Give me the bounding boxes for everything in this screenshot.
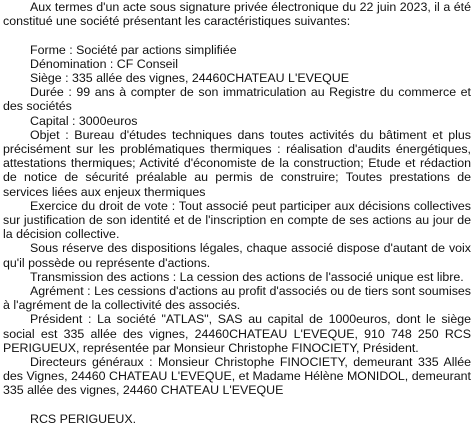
blank-line xyxy=(3,28,471,42)
denomination-field: Dénomination : CF Conseil xyxy=(30,56,179,71)
reserve-paragraph: Sous réserve des dispositions légales, chaque associé dispose d'autant de voix qu'il possède ou représente d'actions. xyxy=(3,241,471,270)
forme-field: Forme : Société par actions simplifiée xyxy=(30,42,237,57)
duree-field: Durée : 99 ans à compter de son immatriculation au Registre du commerce et des sociétés xyxy=(3,85,471,114)
transmission-field: Transmission des actions : La cession des actions de l'associé unique est libre. xyxy=(30,269,464,284)
agrement-field: Agrément : Les cessions d'actions au profit d'associés ou de tiers sont soumises à l'agrément de la collectivité des associés. xyxy=(3,284,471,313)
president-field: Président : La société "ATLAS", SAS au capital de 1000euros, dont le siège social est 335 allée des vignes, 24460CHATEAU L'EVEQUE, 910 748 250 RCS PERIGUEUX, représentée par Monsieur Christophe FINOCIETY, Président. xyxy=(3,312,471,355)
intro-paragraph: Aux termes d'un acte sous signature privée électronique du 22 juin 2023, il a été constitué une société présentant les caractéristiques suivantes: xyxy=(3,0,471,29)
directeurs-field: Directeurs généraux : Monsieur Christophe FINOCIETY, demeurant 335 Allée des Vignes, 24460 CHATEAU L'EVEQUE, et Madame Hélène MONIDOL, demeurant 335 allée des vignes, 24460 CHATEAU L'EVEQUE xyxy=(3,355,471,398)
siege-field: Siège : 335 allée des vignes, 24460CHATEAU L'EVEQUE xyxy=(30,71,349,85)
objet-field: Objet : Bureau d'études techniques dans toutes activités du bâtiment et plus précisément sur les problématiques thermiques : réalisation d'audits énergétiques, attestations thermiques; Activité d'économiste de la construction; Etude et rédaction de notice de sécurité préalable au permis de construire; Toutes prestations de services liées aux enjeux thermiques xyxy=(3,127,471,199)
rcs-line: RCS PERIGUEUX. xyxy=(30,411,137,426)
vote-field: Exercice du droit de vote : Tout associé peut participer aux décisions collectives sur justification de son identité et de l'inscription en compte de ses actions au jour de la décision collective. xyxy=(3,198,471,242)
capital-field: Capital : 3000euros xyxy=(30,113,138,128)
